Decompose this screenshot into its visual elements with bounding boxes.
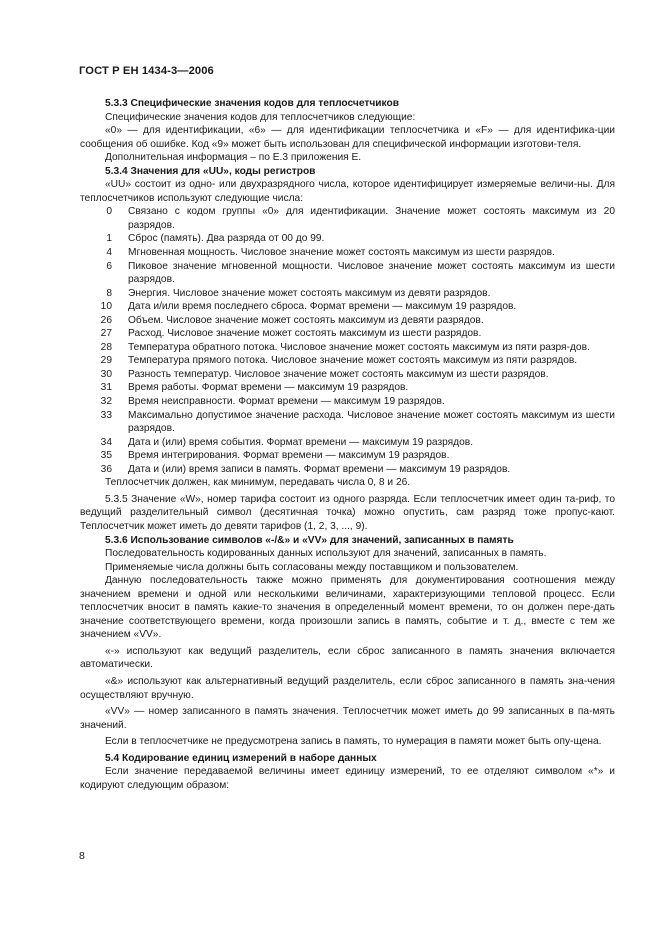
code-list-item [80, 341, 615, 355]
code-description: Время интегрирования. Формат времени — максимум 19 разрядов. [128, 450, 450, 462]
code-description: Дата и (или) время записи в память. Формат времени — максимум 19 разрядов. [128, 463, 511, 475]
code-list-item [80, 246, 615, 260]
code-description: Разность температур. Числовое значение может состоять максимум из шести разрядов. [128, 368, 549, 380]
code-description: Мгновенная мощность. Числовое значение может состоять максимум из шести разрядов. [128, 247, 555, 259]
code-list-item [80, 368, 615, 382]
paragraph: «&» используют как альтернативный ведущий разделитель, если сброс записанного в память зна-чения осуществляют вручную. [80, 675, 615, 701]
paragraph: «-» используют как ведущий разделитель, если сброс записанного в память значения включается автоматически. [80, 645, 615, 671]
code-number: 8 [106, 287, 112, 299]
code-list-item [80, 287, 615, 301]
code-list-item [80, 232, 615, 246]
document-body [80, 97, 615, 792]
code-number: 28 [100, 341, 112, 353]
code-number: 35 [100, 450, 112, 462]
code-list-item [80, 300, 615, 314]
code-description: Температура прямого потока. Числовое значение может состоять максимум из пяти разрядов. [128, 355, 578, 367]
code-number: 36 [100, 463, 112, 475]
code-description: Температура обратного потока. Числовое значение может состоять максимум из пяти разря-дов. [128, 341, 590, 353]
code-number: 10 [100, 301, 112, 313]
code-number: 26 [100, 314, 112, 326]
code-description: Энергия. Числовое значение может состоять максимум из девяти разрядов. [128, 287, 491, 299]
code-list-item [80, 449, 615, 463]
code-number: 4 [106, 247, 112, 259]
code-description: Время неисправности. Формат времени — максимум 19 разрядов. [128, 396, 445, 408]
code-number: 1 [106, 233, 112, 245]
code-description: Объем. Числовое значение может состоять максимум из девяти разрядов. [128, 314, 484, 326]
section-5-3-5-paragraph: 5.3.5 Значение «W», номер тарифа состоит из одного разряда. Если теплосчетчик имеет один та-риф, то ведущий разделительный символ (десятичная точка) можно опустить, сам разряд тоже пропус-кают. Теплосчетчик может иметь до девяти тарифов (1, 2, 3, ..., 9). [80, 493, 615, 532]
code-list-item [80, 381, 615, 395]
code-description: Связано с кодом группы «0» для идентификации. Значение может состоять максимум из 20 разрядов. [128, 206, 615, 231]
paragraph: Теплосчетчик должен, как минимум, передавать числа 0, 8 и 26. [105, 477, 411, 489]
paragraph: Применяемые числа должны быть согласованы между поставщиком и пользователем. [105, 561, 519, 573]
page-number: 8 [79, 850, 85, 862]
paragraph: Данную последовательность также можно применять для документирования соотношения между значением времени и одной или несколькими величинами, характеризующими тепловой процесс. Если теплосчетчик вносит в память какие-то значения в определенный момент времени, то он должен пере-дать значение соответствующего времени, когда произошли запись в память, событие и т. д., вместе с тем же значением «VV». [80, 575, 615, 641]
code-description: Дата и (или) время события. Формат времени — максимум 19 разрядов. [128, 436, 474, 448]
section-5-3-3-heading: 5.3.3 Специфические значения кодов для теплосчетчиков [105, 98, 399, 109]
code-number: 30 [100, 368, 112, 380]
code-list-item [80, 409, 615, 436]
code-list-item [80, 436, 615, 450]
paragraph: Последовательность кодированных данных используют для значений, записанных в память. [105, 548, 547, 560]
code-list-item [80, 327, 615, 341]
code-description: Сброс (память). Два разряда от 00 до 99. [128, 233, 325, 245]
code-list-item [80, 354, 615, 368]
paragraph: Специфические значения кодов для теплосчетчиков следующие: [105, 111, 416, 123]
code-number: 6 [106, 260, 112, 272]
code-number: 34 [100, 436, 112, 448]
code-list-item [80, 260, 615, 287]
paragraph: «VV» — номер записанного в память значения. Теплосчетчик может иметь до 99 записанных в па-мять значений. [80, 706, 615, 731]
code-number: 33 [100, 409, 112, 421]
code-description: Пиковое значение мгновенной мощности. Числовое значение может состоять максимум из шести разрядов. [128, 260, 615, 286]
code-list-item [80, 205, 615, 232]
code-number: 27 [100, 328, 112, 340]
paragraph: Дополнительная информация – по Е.3 приложения Е. [105, 152, 362, 164]
code-list-item [80, 314, 615, 328]
paragraph: Если значение передаваемой величины имеет единицу измерений, то ее отделяют символом «*» и кодируют следующим образом: [80, 766, 615, 791]
code-number: 31 [100, 382, 112, 394]
code-list-item [80, 395, 615, 409]
code-description: Время работы. Формат времени — максимум 19 разрядов. [128, 382, 409, 394]
section-5-3-6-heading: 5.3.6 Использование символов «-/&» и «VV» для значений, записанных в память [105, 534, 514, 546]
register-code-list [80, 205, 615, 476]
code-description: Максимально допустимое значение расхода. Числовое значение может состоять максимум из шести разрядов. [128, 409, 615, 435]
section-5-4-heading: 5.4 Кодирование единиц измерений в наборе данных [105, 752, 377, 764]
code-number: 0 [106, 206, 112, 218]
code-description: Расход. Числовое значение может состоять максимум из шести разрядов. [128, 328, 482, 340]
section-5-3-4-heading: 5.3.4 Значения для «UU», коды регистров [105, 165, 316, 177]
code-number: 32 [100, 396, 112, 408]
paragraph: «0» — для идентификации, «6» — для идентификации теплосчетчика и «F» — для идентифика-ции сообщения об ошибке. Код «9» может быть использован для специфической информации изготови-теля. [80, 125, 615, 150]
paragraph: Если в теплосчетчике не предусмотрена запись в память, то нумерация в памяти может быть опу-щена. [105, 736, 602, 748]
code-number: 29 [100, 355, 112, 367]
document-header: ГОСТ Р ЕН 1434-3—2006 [79, 65, 214, 77]
code-list-item [80, 463, 615, 477]
paragraph: «UU» состоит из одно- или двухразрядного числа, которое идентифицирует измеряемые величи-ны. Для теплосчетчиков используют следующие числа: [80, 179, 615, 204]
code-description: Дата и/или время последнего сброса. Формат времени — максимум 19 разрядов. [128, 301, 517, 313]
